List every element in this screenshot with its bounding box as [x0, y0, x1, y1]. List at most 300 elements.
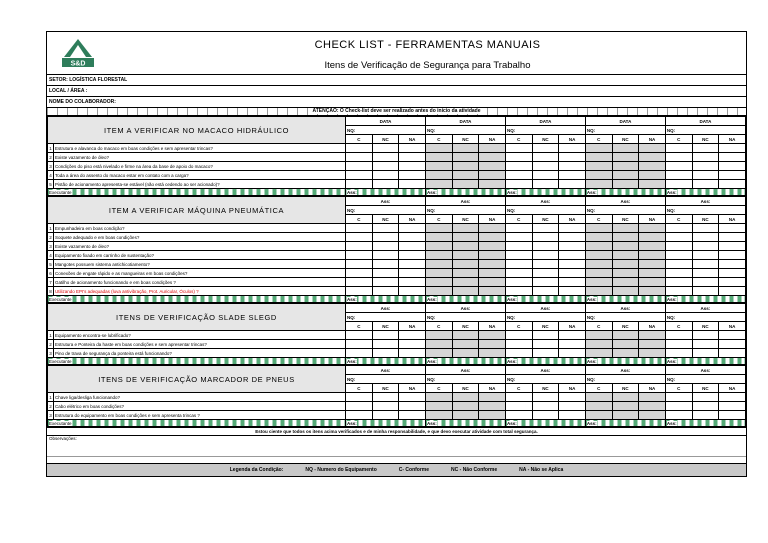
signature-field[interactable]: Ass:: [425, 189, 505, 196]
check-cell[interactable]: [585, 340, 612, 349]
check-cell[interactable]: [559, 144, 586, 153]
check-cell[interactable]: [612, 260, 639, 269]
check-cell[interactable]: [692, 393, 719, 402]
check-cell[interactable]: [372, 180, 399, 189]
check-cell[interactable]: [425, 287, 452, 296]
check-cell[interactable]: [452, 242, 479, 251]
check-cell[interactable]: [532, 331, 559, 340]
nome-field[interactable]: NOME DO COLABORADOR:: [47, 97, 746, 108]
check-cell[interactable]: [346, 260, 373, 269]
check-cell[interactable]: [346, 144, 373, 153]
check-cell[interactable]: [585, 402, 612, 411]
check-cell[interactable]: [479, 349, 506, 358]
check-cell[interactable]: [532, 349, 559, 358]
check-cell[interactable]: [399, 251, 426, 260]
check-cell[interactable]: [452, 224, 479, 233]
check-cell[interactable]: [399, 402, 426, 411]
check-cell[interactable]: [399, 153, 426, 162]
check-cell[interactable]: [346, 278, 373, 287]
nq-field[interactable]: NQ:: [425, 206, 505, 215]
check-cell[interactable]: [346, 411, 373, 420]
check-cell[interactable]: [452, 144, 479, 153]
check-cell[interactable]: [399, 331, 426, 340]
check-cell[interactable]: [532, 269, 559, 278]
check-cell[interactable]: [372, 349, 399, 358]
check-cell[interactable]: [665, 251, 692, 260]
check-cell[interactable]: [479, 269, 506, 278]
check-cell[interactable]: [505, 278, 532, 287]
check-cell[interactable]: [425, 393, 452, 402]
signature-field[interactable]: Ass:: [425, 420, 505, 427]
check-cell[interactable]: [559, 278, 586, 287]
signature-field[interactable]: Ass:: [346, 189, 426, 196]
check-cell[interactable]: [479, 393, 506, 402]
check-cell[interactable]: [559, 393, 586, 402]
check-cell[interactable]: [719, 162, 746, 171]
check-cell[interactable]: [479, 144, 506, 153]
nq-field[interactable]: NQ:: [505, 313, 585, 322]
nq-field[interactable]: NQ:: [425, 375, 505, 384]
nq-field[interactable]: NQ:: [346, 313, 426, 322]
check-cell[interactable]: [452, 402, 479, 411]
check-cell[interactable]: [452, 269, 479, 278]
nq-field[interactable]: NQ:: [425, 313, 505, 322]
check-cell[interactable]: [479, 153, 506, 162]
check-cell[interactable]: [479, 251, 506, 260]
check-cell[interactable]: [692, 224, 719, 233]
check-cell[interactable]: [692, 269, 719, 278]
check-cell[interactable]: [612, 393, 639, 402]
check-cell[interactable]: [425, 224, 452, 233]
check-cell[interactable]: [372, 144, 399, 153]
check-cell[interactable]: [505, 224, 532, 233]
check-cell[interactable]: [505, 242, 532, 251]
check-cell[interactable]: [585, 251, 612, 260]
check-cell[interactable]: [479, 278, 506, 287]
check-cell[interactable]: [346, 402, 373, 411]
check-cell[interactable]: [692, 233, 719, 242]
check-cell[interactable]: [505, 411, 532, 420]
check-cell[interactable]: [665, 260, 692, 269]
check-cell[interactable]: [479, 162, 506, 171]
nq-field[interactable]: NQ:: [665, 375, 745, 384]
check-cell[interactable]: [692, 278, 719, 287]
signature-field[interactable]: Ass:: [505, 296, 585, 303]
check-cell[interactable]: [692, 162, 719, 171]
check-cell[interactable]: [719, 224, 746, 233]
check-cell[interactable]: [346, 340, 373, 349]
check-cell[interactable]: [532, 144, 559, 153]
check-cell[interactable]: [639, 349, 666, 358]
check-cell[interactable]: [612, 251, 639, 260]
check-cell[interactable]: [692, 411, 719, 420]
check-cell[interactable]: [692, 180, 719, 189]
check-cell[interactable]: [346, 287, 373, 296]
check-cell[interactable]: [692, 287, 719, 296]
signature-field[interactable]: Ass:: [665, 296, 745, 303]
check-cell[interactable]: [612, 331, 639, 340]
check-cell[interactable]: [692, 171, 719, 180]
check-cell[interactable]: [532, 242, 559, 251]
check-cell[interactable]: [399, 162, 426, 171]
check-cell[interactable]: [639, 233, 666, 242]
nq-field[interactable]: NQ:: [505, 375, 585, 384]
nq-field[interactable]: NQ:: [585, 126, 665, 135]
signature-field[interactable]: Ass:: [665, 358, 745, 365]
setor-field[interactable]: SETOR: LOGÍSTICA FLORESTAL: [47, 75, 746, 86]
check-cell[interactable]: [452, 153, 479, 162]
check-cell[interactable]: [612, 162, 639, 171]
check-cell[interactable]: [639, 171, 666, 180]
check-cell[interactable]: [479, 233, 506, 242]
signature-field[interactable]: Ass:: [505, 420, 585, 427]
check-cell[interactable]: [612, 278, 639, 287]
check-cell[interactable]: [425, 349, 452, 358]
check-cell[interactable]: [719, 144, 746, 153]
check-cell[interactable]: [505, 153, 532, 162]
check-cell[interactable]: [479, 171, 506, 180]
check-cell[interactable]: [639, 251, 666, 260]
signature-field[interactable]: Ass:: [505, 189, 585, 196]
signature-field[interactable]: Ass:: [346, 358, 426, 365]
check-cell[interactable]: [479, 402, 506, 411]
check-cell[interactable]: [559, 233, 586, 242]
check-cell[interactable]: [372, 287, 399, 296]
check-cell[interactable]: [559, 349, 586, 358]
check-cell[interactable]: [505, 287, 532, 296]
check-cell[interactable]: [559, 180, 586, 189]
check-cell[interactable]: [612, 411, 639, 420]
check-cell[interactable]: [665, 171, 692, 180]
check-cell[interactable]: [399, 180, 426, 189]
check-cell[interactable]: [425, 269, 452, 278]
check-cell[interactable]: [425, 278, 452, 287]
signature-field[interactable]: Ass:: [585, 189, 665, 196]
check-cell[interactable]: [639, 180, 666, 189]
check-cell[interactable]: [665, 153, 692, 162]
check-cell[interactable]: [532, 393, 559, 402]
check-cell[interactable]: [719, 349, 746, 358]
check-cell[interactable]: [346, 242, 373, 251]
check-cell[interactable]: [372, 340, 399, 349]
nq-field[interactable]: NQ:: [665, 126, 745, 135]
check-cell[interactable]: [505, 269, 532, 278]
signature-field[interactable]: Ass:: [665, 189, 745, 196]
check-cell[interactable]: [346, 349, 373, 358]
signature-field[interactable]: Ass:: [425, 358, 505, 365]
check-cell[interactable]: [346, 331, 373, 340]
check-cell[interactable]: [452, 393, 479, 402]
check-cell[interactable]: [425, 411, 452, 420]
check-cell[interactable]: [639, 411, 666, 420]
check-cell[interactable]: [346, 162, 373, 171]
check-cell[interactable]: [346, 153, 373, 162]
signature-field[interactable]: Ass:: [505, 358, 585, 365]
check-cell[interactable]: [665, 242, 692, 251]
check-cell[interactable]: [559, 224, 586, 233]
check-cell[interactable]: [719, 393, 746, 402]
check-cell[interactable]: [719, 287, 746, 296]
check-cell[interactable]: [532, 224, 559, 233]
check-cell[interactable]: [372, 278, 399, 287]
check-cell[interactable]: [559, 171, 586, 180]
check-cell[interactable]: [452, 171, 479, 180]
check-cell[interactable]: [585, 411, 612, 420]
check-cell[interactable]: [505, 402, 532, 411]
check-cell[interactable]: [719, 269, 746, 278]
check-cell[interactable]: [425, 260, 452, 269]
check-cell[interactable]: [425, 144, 452, 153]
check-cell[interactable]: [612, 349, 639, 358]
check-cell[interactable]: [532, 162, 559, 171]
check-cell[interactable]: [505, 331, 532, 340]
check-cell[interactable]: [612, 287, 639, 296]
check-cell[interactable]: [719, 251, 746, 260]
nq-field[interactable]: NQ:: [425, 126, 505, 135]
check-cell[interactable]: [719, 153, 746, 162]
check-cell[interactable]: [639, 287, 666, 296]
check-cell[interactable]: [372, 393, 399, 402]
check-cell[interactable]: [399, 171, 426, 180]
check-cell[interactable]: [372, 153, 399, 162]
nq-field[interactable]: NQ:: [346, 375, 426, 384]
check-cell[interactable]: [425, 242, 452, 251]
check-cell[interactable]: [346, 251, 373, 260]
check-cell[interactable]: [585, 180, 612, 189]
check-cell[interactable]: [532, 287, 559, 296]
check-cell[interactable]: [479, 340, 506, 349]
check-cell[interactable]: [719, 171, 746, 180]
check-cell[interactable]: [665, 180, 692, 189]
check-cell[interactable]: [399, 287, 426, 296]
check-cell[interactable]: [505, 251, 532, 260]
check-cell[interactable]: [452, 260, 479, 269]
signature-field[interactable]: Ass:: [585, 420, 665, 427]
check-cell[interactable]: [425, 153, 452, 162]
check-cell[interactable]: [585, 153, 612, 162]
check-cell[interactable]: [452, 287, 479, 296]
check-cell[interactable]: [612, 180, 639, 189]
check-cell[interactable]: [692, 260, 719, 269]
check-cell[interactable]: [425, 340, 452, 349]
check-cell[interactable]: [665, 287, 692, 296]
check-cell[interactable]: [692, 349, 719, 358]
check-cell[interactable]: [452, 162, 479, 171]
signature-field[interactable]: Ass:: [346, 420, 426, 427]
check-cell[interactable]: [479, 180, 506, 189]
check-cell[interactable]: [719, 411, 746, 420]
check-cell[interactable]: [425, 402, 452, 411]
check-cell[interactable]: [399, 260, 426, 269]
check-cell[interactable]: [719, 233, 746, 242]
check-cell[interactable]: [639, 393, 666, 402]
check-cell[interactable]: [505, 349, 532, 358]
nq-field[interactable]: NQ:: [665, 313, 745, 322]
check-cell[interactable]: [665, 144, 692, 153]
check-cell[interactable]: [612, 242, 639, 251]
check-cell[interactable]: [372, 411, 399, 420]
check-cell[interactable]: [612, 153, 639, 162]
check-cell[interactable]: [665, 349, 692, 358]
check-cell[interactable]: [532, 402, 559, 411]
check-cell[interactable]: [665, 393, 692, 402]
check-cell[interactable]: [452, 180, 479, 189]
check-cell[interactable]: [532, 278, 559, 287]
check-cell[interactable]: [399, 269, 426, 278]
check-cell[interactable]: [425, 171, 452, 180]
check-cell[interactable]: [639, 242, 666, 251]
check-cell[interactable]: [639, 144, 666, 153]
check-cell[interactable]: [532, 171, 559, 180]
check-cell[interactable]: [372, 242, 399, 251]
check-cell[interactable]: [559, 340, 586, 349]
check-cell[interactable]: [399, 278, 426, 287]
check-cell[interactable]: [372, 331, 399, 340]
check-cell[interactable]: [479, 260, 506, 269]
check-cell[interactable]: [585, 260, 612, 269]
nq-field[interactable]: NQ:: [505, 206, 585, 215]
check-cell[interactable]: [559, 242, 586, 251]
check-cell[interactable]: [612, 340, 639, 349]
check-cell[interactable]: [559, 251, 586, 260]
check-cell[interactable]: [719, 331, 746, 340]
check-cell[interactable]: [399, 393, 426, 402]
observations-field[interactable]: Observações:: [47, 435, 746, 456]
local-field[interactable]: LOCAL / ÁREA :: [47, 86, 746, 97]
check-cell[interactable]: [505, 144, 532, 153]
check-cell[interactable]: [479, 411, 506, 420]
check-cell[interactable]: [479, 224, 506, 233]
check-cell[interactable]: [639, 260, 666, 269]
check-cell[interactable]: [665, 402, 692, 411]
check-cell[interactable]: [372, 251, 399, 260]
check-cell[interactable]: [425, 162, 452, 171]
check-cell[interactable]: [585, 162, 612, 171]
nq-field[interactable]: NQ:: [665, 206, 745, 215]
check-cell[interactable]: [665, 269, 692, 278]
check-cell[interactable]: [559, 260, 586, 269]
nq-field[interactable]: NQ:: [505, 126, 585, 135]
check-cell[interactable]: [692, 340, 719, 349]
check-cell[interactable]: [532, 153, 559, 162]
check-cell[interactable]: [692, 153, 719, 162]
check-cell[interactable]: [452, 340, 479, 349]
check-cell[interactable]: [665, 411, 692, 420]
check-cell[interactable]: [612, 402, 639, 411]
check-cell[interactable]: [346, 180, 373, 189]
check-cell[interactable]: [372, 224, 399, 233]
check-cell[interactable]: [612, 269, 639, 278]
check-cell[interactable]: [719, 340, 746, 349]
check-cell[interactable]: [719, 242, 746, 251]
check-cell[interactable]: [639, 162, 666, 171]
check-cell[interactable]: [665, 224, 692, 233]
check-cell[interactable]: [372, 233, 399, 242]
nq-field[interactable]: NQ:: [346, 206, 426, 215]
signature-field[interactable]: Ass:: [425, 296, 505, 303]
nq-field[interactable]: NQ:: [585, 206, 665, 215]
check-cell[interactable]: [665, 162, 692, 171]
check-cell[interactable]: [719, 278, 746, 287]
signature-field[interactable]: Ass:: [665, 420, 745, 427]
check-cell[interactable]: [425, 251, 452, 260]
check-cell[interactable]: [559, 331, 586, 340]
check-cell[interactable]: [585, 269, 612, 278]
check-cell[interactable]: [559, 153, 586, 162]
check-cell[interactable]: [452, 331, 479, 340]
check-cell[interactable]: [585, 393, 612, 402]
check-cell[interactable]: [425, 180, 452, 189]
check-cell[interactable]: [559, 402, 586, 411]
check-cell[interactable]: [639, 340, 666, 349]
check-cell[interactable]: [559, 411, 586, 420]
check-cell[interactable]: [612, 233, 639, 242]
check-cell[interactable]: [505, 393, 532, 402]
check-cell[interactable]: [399, 349, 426, 358]
check-cell[interactable]: [639, 153, 666, 162]
check-cell[interactable]: [425, 233, 452, 242]
check-cell[interactable]: [639, 278, 666, 287]
check-cell[interactable]: [505, 260, 532, 269]
check-cell[interactable]: [612, 224, 639, 233]
check-cell[interactable]: [532, 411, 559, 420]
check-cell[interactable]: [505, 233, 532, 242]
check-cell[interactable]: [505, 340, 532, 349]
check-cell[interactable]: [585, 144, 612, 153]
check-cell[interactable]: [399, 144, 426, 153]
check-cell[interactable]: [559, 287, 586, 296]
check-cell[interactable]: [532, 340, 559, 349]
check-cell[interactable]: [585, 233, 612, 242]
check-cell[interactable]: [639, 331, 666, 340]
check-cell[interactable]: [372, 402, 399, 411]
check-cell[interactable]: [639, 224, 666, 233]
check-cell[interactable]: [372, 162, 399, 171]
check-cell[interactable]: [585, 349, 612, 358]
nq-field[interactable]: NQ:: [585, 375, 665, 384]
check-cell[interactable]: [372, 269, 399, 278]
check-cell[interactable]: [612, 171, 639, 180]
nq-field[interactable]: NQ:: [346, 126, 426, 135]
check-cell[interactable]: [425, 331, 452, 340]
check-cell[interactable]: [372, 260, 399, 269]
check-cell[interactable]: [452, 233, 479, 242]
check-cell[interactable]: [479, 287, 506, 296]
check-cell[interactable]: [346, 171, 373, 180]
signature-field[interactable]: Ass:: [585, 296, 665, 303]
check-cell[interactable]: [346, 233, 373, 242]
check-cell[interactable]: [612, 144, 639, 153]
check-cell[interactable]: [692, 251, 719, 260]
check-cell[interactable]: [452, 278, 479, 287]
check-cell[interactable]: [559, 269, 586, 278]
check-cell[interactable]: [532, 180, 559, 189]
check-cell[interactable]: [585, 171, 612, 180]
check-cell[interactable]: [532, 260, 559, 269]
check-cell[interactable]: [692, 331, 719, 340]
check-cell[interactable]: [692, 144, 719, 153]
check-cell[interactable]: [719, 260, 746, 269]
check-cell[interactable]: [399, 233, 426, 242]
signature-field[interactable]: Ass:: [346, 296, 426, 303]
check-cell[interactable]: [399, 340, 426, 349]
check-cell[interactable]: [532, 233, 559, 242]
check-cell[interactable]: [719, 180, 746, 189]
check-cell[interactable]: [505, 162, 532, 171]
signature-field[interactable]: Ass:: [585, 358, 665, 365]
check-cell[interactable]: [639, 269, 666, 278]
check-cell[interactable]: [665, 340, 692, 349]
